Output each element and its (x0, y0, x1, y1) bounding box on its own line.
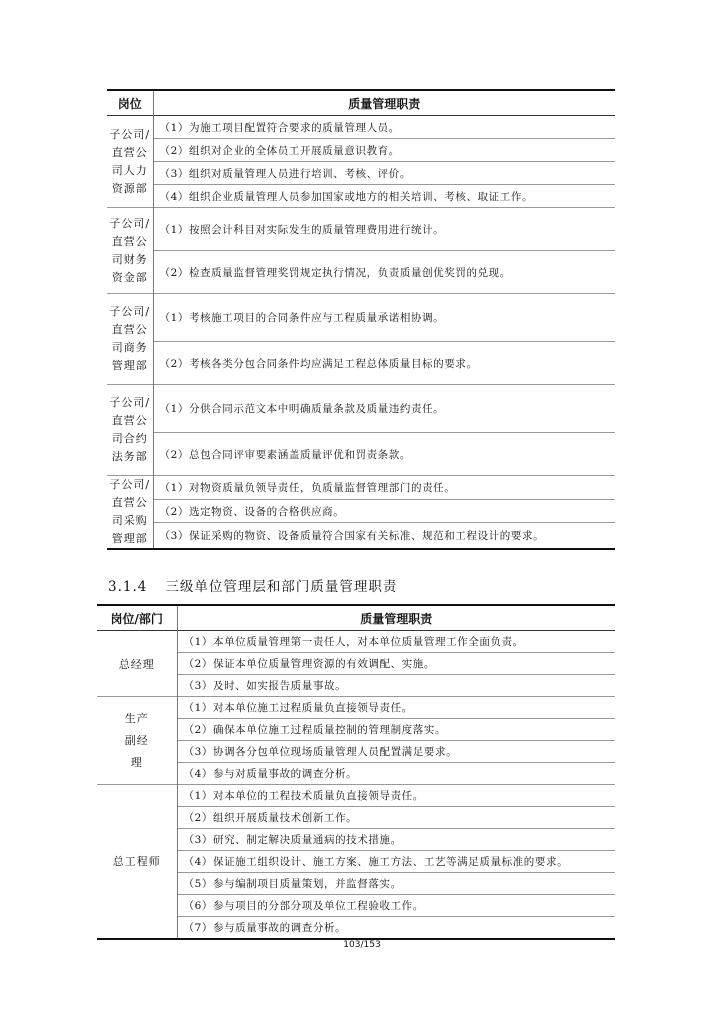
duty-item: （1）对本单位的工程技术质量负直接领导责任。 (177, 785, 615, 807)
department-duty-table-2 (107, 89, 615, 550)
duty-item: （3）及时、如实报告质量事故。 (177, 675, 615, 697)
duty-item: （2）检查质量监督管理奖罚规定执行情况，负责质量创优奖罚的兑现。 (153, 251, 615, 294)
duty-item: （5）参与编制项目质量策划，并监督落实。 (177, 873, 615, 895)
position-cell: 总工程师 (97, 785, 177, 939)
header-duties: 质量管理职责 (177, 605, 615, 631)
duty-item: （1）为施工项目配置符合要求的质量管理人员。 (153, 116, 615, 139)
position-cell: 总经理 (118, 657, 155, 671)
duty-item: （1）对本单位施工过程质量负直接领导责任。 (177, 697, 615, 719)
duty-item: （3）保证采购的物资、设备质量符合国家有关标准、规范和工程设计的要求。 (153, 523, 615, 549)
section-heading (108, 575, 397, 595)
duty-item: （1）本单位质量管理第一责任人，对本单位质量管理工作全面负责。 (177, 631, 615, 653)
duty-item: （6）参与项目的分部分项及单位工程验收工作。 (177, 895, 615, 917)
position-cell: 子公司/直营公司合约法务部 (107, 385, 153, 476)
duty-item: （4）组织企业质量管理人员参加国家或地方的相关培训、考核、取证工作。 (153, 185, 615, 208)
header-position-department: 岗位/部门 (97, 605, 177, 631)
duty-item: （1）分供合同示范文本中明确质量条款及质量违约责任。 (153, 385, 615, 433)
duty-item: （4）保证施工组织设计、施工方案、施工方法、工艺等满足质量标准的要求。 (177, 851, 615, 873)
duty-item: （2）确保本单位施工过程质量控制的管理制度落实。 (177, 719, 615, 741)
position-cell: 子公司/直营公司财务资金部 (107, 208, 153, 294)
duty-item: （2）组织开展质量技术创新工作。 (177, 807, 615, 829)
section-number: 3.1.4 (108, 579, 148, 595)
duty-item: （7）参与质量事故的调查分析。 (177, 917, 615, 939)
duty-item: （4）参与对质量事故的调查分析。 (177, 763, 615, 785)
duty-item: （2）选定物资、设备的合格供应商。 (153, 500, 615, 523)
duty-item: （2）考核各类分包合同条件均应满足工程总体质量目标的要求。 (153, 342, 615, 385)
duty-item: （2）组织对企业的全体员工开展质量意识教育。 (153, 139, 615, 162)
duty-item: （1）考核施工项目的合同条件应与工程质量承诺相协调。 (153, 294, 615, 342)
position-cell: 子公司/直营公司人力资源部 (109, 127, 151, 195)
duty-item: （3）组织对质量管理人员进行培训、考核、评价。 (153, 162, 615, 185)
position-cell: 子公司/直营公司商务管理部 (107, 294, 153, 385)
header-duties: 质量管理职责 (153, 90, 615, 116)
duty-item: （3）研究、制定解决质量通病的技术措施。 (177, 829, 615, 851)
header-position: 岗位 (107, 90, 153, 116)
duty-item: （2）总包合同评审要素涵盖质量评优和罚责条款。 (153, 433, 615, 476)
page-number: 103/153 (343, 940, 381, 950)
duty-item: （2）保证本单位质量管理资源的有效调配、实施。 (177, 653, 615, 675)
third-level-duty-table (97, 604, 615, 940)
position-cell: 生产副经理 (97, 697, 177, 785)
duty-item: （3）协调各分包单位现场质量管理人员配置满足要求。 (177, 741, 615, 763)
section-title: 三级单位管理层和部门质量管理职责 (165, 579, 398, 595)
position-cell: 子公司/直营公司采购管理部 (107, 476, 153, 550)
duty-item: （1）对物资质量负领导责任，负质量监督管理部门的责任。 (153, 476, 615, 500)
duty-item: （1）按照会计科目对实际发生的质量管理费用进行统计。 (153, 208, 615, 251)
